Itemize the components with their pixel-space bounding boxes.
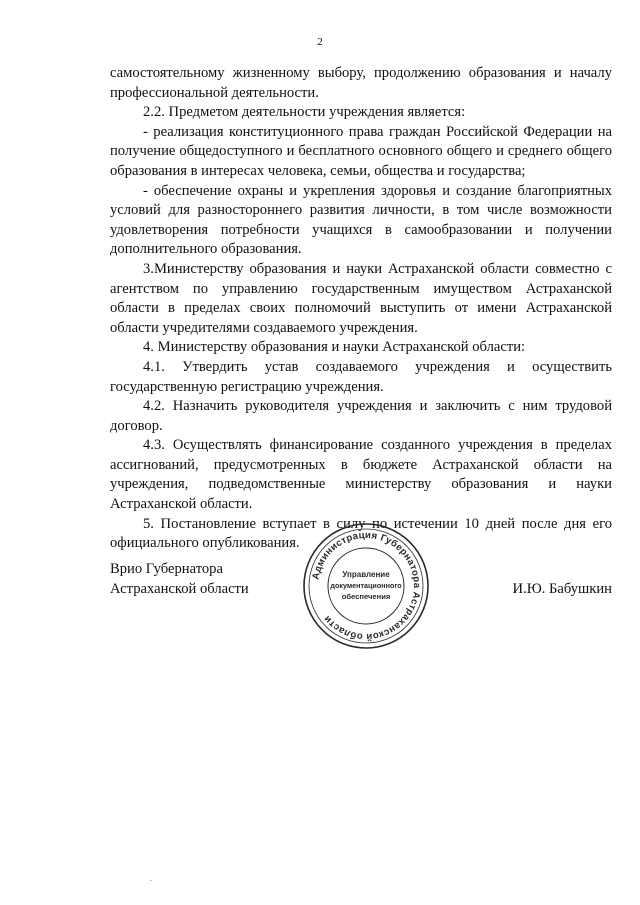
paragraph-4-2: 4.2. Назначить руководителя учреждения и заключить с ним трудовой договор. xyxy=(110,398,612,434)
paragraph-continuation: самостоятельному жизненному выбору, продолжению образования и началу профессиональной деятельности. xyxy=(110,65,612,101)
paragraph-2-2-item-1: - реализация конституционного права граждан Российской Федерации на получение общедоступного и бесплатного основного общего и среднего общего образования в интересах человека, семьи, общества и государства; xyxy=(110,123,612,179)
official-seal xyxy=(300,520,432,652)
paragraph-3: 3.Министерству образования и науки Астраханской области совместно с агентством по управлению государственным имуществом Астраханской области в пределах своих полномочий выступить от имени Астраханской области учредителями создаваемого учреждения. xyxy=(110,260,612,336)
seal-center-line-2: документационного xyxy=(330,581,402,590)
signatory-name: И.Ю. Бабушкин xyxy=(512,580,612,597)
document-body xyxy=(110,64,612,554)
paragraph-4-3: 4.3. Осуществлять финансирование созданного учреждения в пределах ассигнований, предусмотренных в бюджете Астраханской области на учреждения, подведомственные министерству образования и науки Астраханской области. xyxy=(110,437,612,513)
seal-center-line-1: Управление xyxy=(342,570,390,579)
paragraph-5: 5. Постановление вступает в силу по истечении 10 дней после дня его официального опубликования. xyxy=(110,515,612,552)
paragraph-2-2-item-2: - обеспечение охраны и укрепления здоровья и создание благоприятных условий для разностороннего развития личности, в том числе возможности удовлетворения потребности учащихся в самообразовании и получении дополнительного образования. xyxy=(110,182,612,258)
page-number: 2 xyxy=(317,36,323,48)
signatory-title xyxy=(110,560,249,599)
paragraph-2-2: 2.2. Предметом деятельности учреждения является: xyxy=(143,104,466,121)
paragraph-4: 4. Министерству образования и науки Астраханской области: xyxy=(143,339,526,356)
seal-ring-text: Администрация Губернатора Астраханской области xyxy=(310,529,423,643)
seal-center-line-3: обеспечения xyxy=(341,592,391,601)
scan-speck xyxy=(150,880,152,881)
signatory-title-line-2: Астраханской области xyxy=(110,580,249,597)
signatory-title-line-1: Врио Губернатора xyxy=(110,561,223,577)
paragraph-4-1: 4.1. Утвердить устав создаваемого учреждения и осуществить государственную регистрацию учреждения. xyxy=(110,358,612,395)
